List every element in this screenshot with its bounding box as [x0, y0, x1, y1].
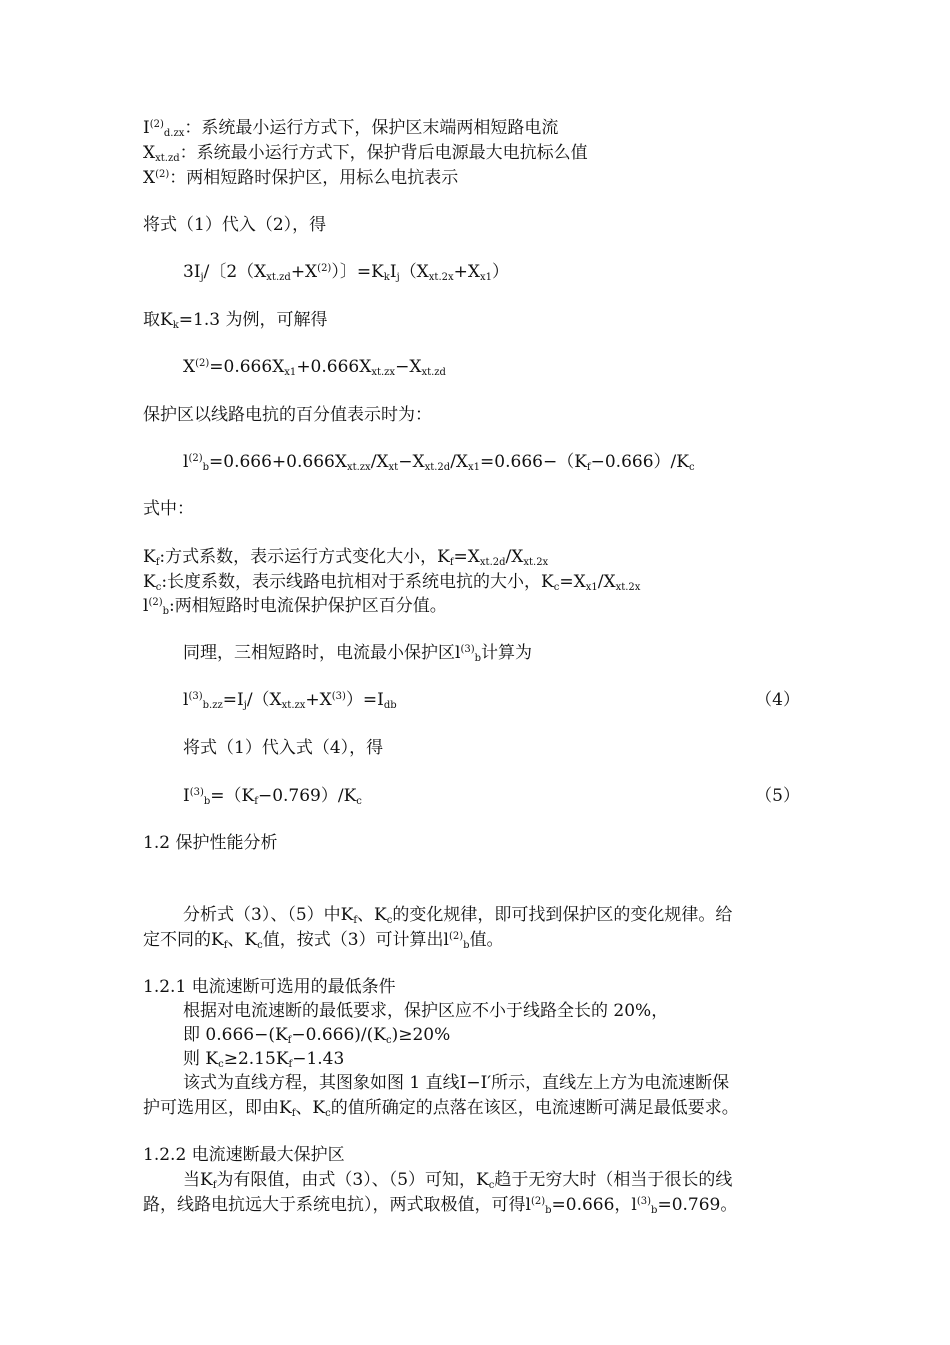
definition-x-xtzd: $X_{xt.zd}$：系统最小运行方式下，保护背后电源最大电抗标么值 — [143, 143, 588, 164]
definition-kf: $K_f$:方式系数，表示运行方式变化大小，$K_f=X_{xt.2d}/X_{xt.2x}$ — [143, 547, 549, 568]
section-heading-1-2: 1.2 保护性能分析 — [143, 833, 278, 853]
definition-kc: $K_c$:长度系数，表示线路电抗相对于系统电抗的大小，$K_c=X_{x1}/X_{xt.2x}$ — [143, 572, 641, 593]
paragraph-take-kk: 取$K_k=1.3$ 为例，可解得 — [143, 310, 328, 331]
equation-x2-solution: $X^{(2)}=0.666X_{x1}+0.666X_{xt.zx}-X_{xt.zd}$ — [183, 357, 446, 378]
inequality-result: 则 $K_c\ge 2.15K_f-1.43$ — [183, 1049, 345, 1070]
paragraph-percentage-expression: 保护区以线路电抗的百分值表示时为： — [143, 405, 432, 425]
definition-i2-dzx: $I^{(2)}_{d.zx}$：系统最小运行方式下，保护区末端两相短路电流 — [143, 118, 559, 139]
paragraph-line-equation-1: 该式为直线方程，其图象如图 1 直线Ⅰ−Ⅰ′所示，直线左上方为电流速断保 — [183, 1073, 730, 1093]
equation-l2b: $l^{(2)}_b=0.666+0.666X_{xt.zx}/X_{xt}-X_{xt.2d}/X_{x1}=0.666-(K_f-0.666)/K_c$ — [183, 452, 695, 473]
paragraph-analysis-line-2: 定不同的$K_f$、$K_c$值，按式（3）可计算出$l^{(2)}_b$值。 — [143, 930, 504, 951]
paragraph-analysis-line-1: 分析式（3）、（5）中$K_f$、$K_c$的变化规律，即可找到保护区的变化规律。给 — [183, 905, 733, 926]
paragraph-where: 式中： — [143, 499, 194, 519]
paragraph-three-phase: 同理，三相短路时，电流最小保护区$l^{(3)}_b$计算为 — [183, 643, 533, 664]
section-heading-1-2-2: 1.2.2 电流速断最大保护区 — [143, 1145, 345, 1165]
paragraph-maximum-zone-2: 路，线路电抗远大于系统电抗），两式取极值，可得$l^{(2)}_b=0.666$，$l^{(3)}_b=0.769$。 — [143, 1195, 738, 1216]
paragraph-line-equation-2: 护可选用区，即由$K_f$、$K_c$的值所确定的点落在该区，电流速断可满足最低要求。 — [143, 1098, 739, 1119]
paragraph-substitute-1-into-4: 将式（1）代入式（4），得 — [183, 738, 384, 758]
paragraph-maximum-zone-1: 当$K_f$为有限值，由式（3）、（5）可知，$K_c$趋于无穷大时（相当于很长的线 — [183, 1170, 733, 1191]
section-heading-1-2-1: 1.2.1 电流速断可选用的最低条件 — [143, 977, 396, 997]
definition-x2: $X^{(2)}$：两相短路时保护区，用标么电抗表示 — [143, 168, 459, 188]
inequality-condition: 即 $0.666-(K_f-0.666)/(K_c)\ge 20\%$ — [183, 1025, 451, 1046]
equation-4: $l^{(3)}_{b.zz}=I_j/(X_{xt.zx}+X^{(3)})=I_{db}$ — [183, 690, 397, 711]
equation-number-4: （4） — [755, 690, 800, 710]
equation-current-balance: $3I_j/$〔$2(X_{xt.zd}+X^{(2)})$〕$=K_kI_j(X_{xt.2x}+X_{x1})$ — [183, 262, 510, 283]
definition-l2b: $l^{(2)}_b$:两相短路时电流保护保护区百分值。 — [143, 596, 447, 617]
equation-5: $I^{(3)}_b=(K_f-0.769)/K_c$ — [183, 786, 362, 807]
paragraph-substitute-1-into-2: 将式（1）代入（2），得 — [143, 215, 327, 235]
paragraph-minimum-requirement: 根据对电流速断的最低要求，保护区应不小于线路全长的 20%， — [183, 1001, 669, 1021]
equation-number-5: （5） — [755, 786, 800, 806]
